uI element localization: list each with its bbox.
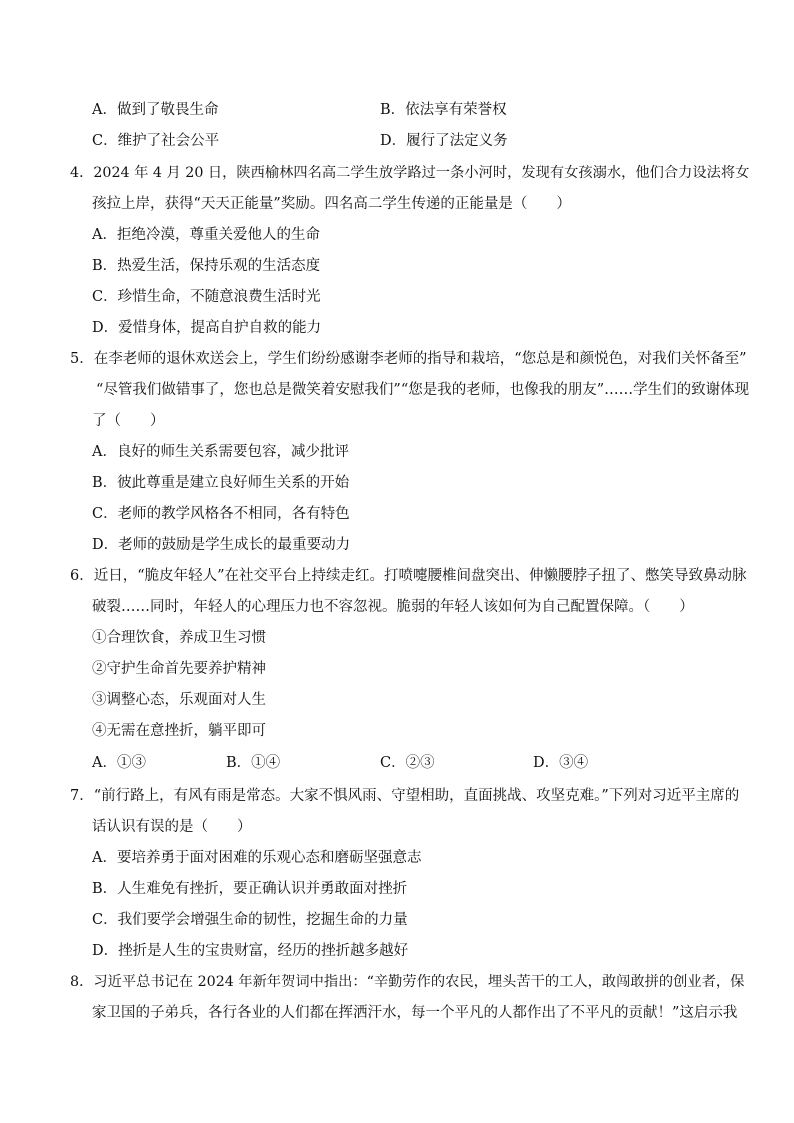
q7-option-a: A．要培养勇于面对困难的乐观心态和磨砺坚强意志 — [92, 850, 422, 866]
q4-option-d: D．爱惜身体，提高自护自救的能力 — [92, 320, 322, 336]
q5-stem-line-2: “尽管我们做错事了，您也总是微笑着安慰我们”“您是我的老师，也像我的朋友”……学生们的致谢体现 — [96, 382, 750, 398]
q6-stem-line-2: 破裂……同时，年轻人的心理压力也不容忽视。脆弱的年轻人该如何为自己配置保障。（ ） — [92, 599, 694, 615]
q6-option-b: B．①④ — [226, 755, 281, 771]
q4-option-a: A．拒绝冷漠，尊重关爱他人的生命 — [92, 227, 320, 243]
q5-option-b: B．彼此尊重是建立良好师生关系的开始 — [92, 475, 350, 491]
q6-item-4: ④无需在意挫折，躺平即可 — [92, 723, 266, 739]
q5-stem-line-1: 5．在李老师的退休欢送会上，学生们纷纷感谢李老师的指导和栽培，“您总是和颜悦色，对我们关怀备至” — [70, 351, 747, 367]
q4-stem-line-1: 4．2024 年 4 月 20 日，陕西榆林四名高二学生放学路过一条小河时，发现有女孩溺水，他们合力设法将女 — [70, 165, 750, 181]
q7-stem-line-2: 话认识有误的是（ ） — [92, 819, 252, 835]
q8-stem-line-1: 8．习近平总书记在 2024 年新年贺词中指出：“辛勤劳作的农民，埋头苦干的工人，敢闯敢拼的创业者，保 — [70, 974, 745, 990]
q8-stem-line-2: 家卫国的子弟兵，各行各业的人们都在挥洒汗水，每一个平凡的人都作出了不平凡的贡献！”这启示我 — [92, 1005, 738, 1021]
q5-option-a: A．良好的师生关系需要包容，减少批评 — [92, 444, 349, 460]
q5-stem-line-3: 了（ ） — [92, 413, 165, 429]
q7-stem-line-1: 7．“前行路上，有风有雨是常态。大家不惧风雨、守望相助，直面挑战、攻坚克难。”下列对习近平主席的 — [70, 788, 740, 804]
q3-option-d: D．履行了法定义务 — [380, 133, 508, 149]
q7-option-b: B．人生难免有挫折，要正确认识并勇敢面对挫折 — [92, 881, 408, 897]
q3-option-b: B．依法享有荣誉权 — [380, 102, 507, 118]
q6-stem-line-1: 6．近日，“脆皮年轻人”在社交平台上持续走红。打喷嚏腰椎间盘突出、伸懒腰脖子扭了、憋笑导致鼻动脉 — [70, 568, 747, 584]
q6-option-c: C．②③ — [380, 755, 435, 771]
q7-option-c: C．我们要学会增强生命的韧性，挖掘生命的力量 — [92, 912, 408, 928]
q6-item-1: ①合理饮食，养成卫生习惯 — [92, 630, 266, 646]
q7-option-d: D．挫折是人生的宝贵财富，经历的挫折越多越好 — [92, 943, 409, 959]
q6-option-d: D．③④ — [533, 755, 589, 771]
q3-option-c: C．维护了社会公平 — [92, 133, 220, 149]
q6-option-a: A．①③ — [92, 755, 146, 771]
q4-option-c: C．珍惜生命，不随意浪费生活时光 — [92, 289, 321, 305]
q4-option-b: B．热爱生活，保持乐观的生活态度 — [92, 258, 321, 274]
q5-option-c: C．老师的教学风格各不相同，各有特色 — [92, 506, 350, 522]
q3-option-a: A．做到了敬畏生命 — [92, 102, 219, 118]
q4-stem-line-2: 孩拉上岸，获得“天天正能量”奖励。四名高二学生传递的正能量是（ ） — [92, 196, 571, 212]
q5-option-d: D．老师的鼓励是学生成长的最重要动力 — [92, 537, 351, 553]
q6-item-3: ③调整心态，乐观面对人生 — [92, 692, 266, 708]
q6-item-2: ②守护生命首先要养护精神 — [92, 661, 266, 677]
